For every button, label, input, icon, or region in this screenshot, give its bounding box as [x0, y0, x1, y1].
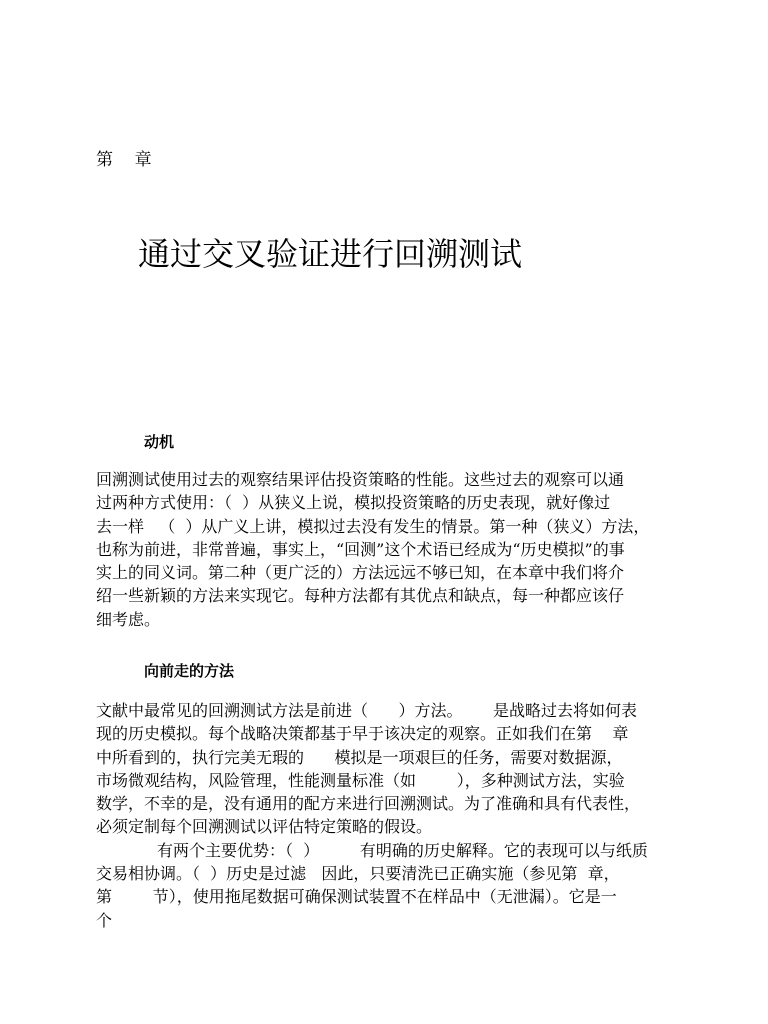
- text-line: 文献中最常见的回溯测试方法是前进（ ）方法。 是战略过去将如何表: [96, 701, 638, 720]
- text-line: 现的历史模拟。每个战略决策都基于早于该决定的观察。正如我们在第 章: [96, 724, 629, 744]
- text-line: 有两个主要优势：（ ） 有明确的历史解释。它的表现可以与纸质: [96, 840, 648, 860]
- chapter-title: 通过交叉验证进行回溯测试: [138, 235, 523, 273]
- text-line: 交易相协调。（ ）历史是过滤 因此，只要清洗已正确实施（参见第 章，: [96, 864, 620, 884]
- text-line: 去一样 （ ）从广义上讲，模拟过去没有发生的情景。第一种（狭义）方法，: [96, 516, 650, 536]
- text-line: 个: [96, 910, 113, 930]
- text-line: 市场微观结构，风险管理，性能测量标准（如 ），多种测试方法，实验: [96, 770, 625, 790]
- paragraph-motivation: [96, 468, 696, 631]
- text-line: 回溯测试使用过去的观察结果评估投资策略的性能。这些过去的观察可以通: [96, 470, 625, 489]
- section-heading-walk-forward: 向前走的方法: [144, 662, 235, 680]
- text-line: 过两种方式使用：（ ）从狭义上说，模拟投资策略的历史表现，就好像过: [96, 493, 611, 513]
- text-line: 实上的同义词。第二种（更广泛的）方法远远不够已知，在本章中我们将介: [96, 563, 625, 583]
- text-line: 也称为前进，非常普遍，事实上，“回测”这个术语已经成为“历史模拟”的事: [96, 539, 625, 559]
- text-line: 中所看到的，执行完美无瑕的 模拟是一项艰巨的任务，需要对数据源，: [96, 747, 623, 767]
- text-line: 第 节），使用拖尾数据可确保测试装置不在样品中（无泄漏）。它是一: [96, 887, 617, 907]
- text-line: 数学，不幸的是，没有通用的配方来进行回溯测试。为了准确和具有代表性，: [96, 794, 641, 814]
- section-heading-motivation: 动机: [144, 433, 175, 451]
- paragraph-walk-forward: [96, 699, 696, 932]
- text-line: 绍一些新颖的方法来实现它。每种方法都有其优点和缺点，每一种都应该仔: [96, 586, 625, 606]
- text-line: 必须定制每个回溯测试以评估特定策略的假设。: [96, 817, 433, 837]
- text-line: 细考虑。: [96, 609, 161, 629]
- chapter-number-label: 第 章: [96, 150, 152, 170]
